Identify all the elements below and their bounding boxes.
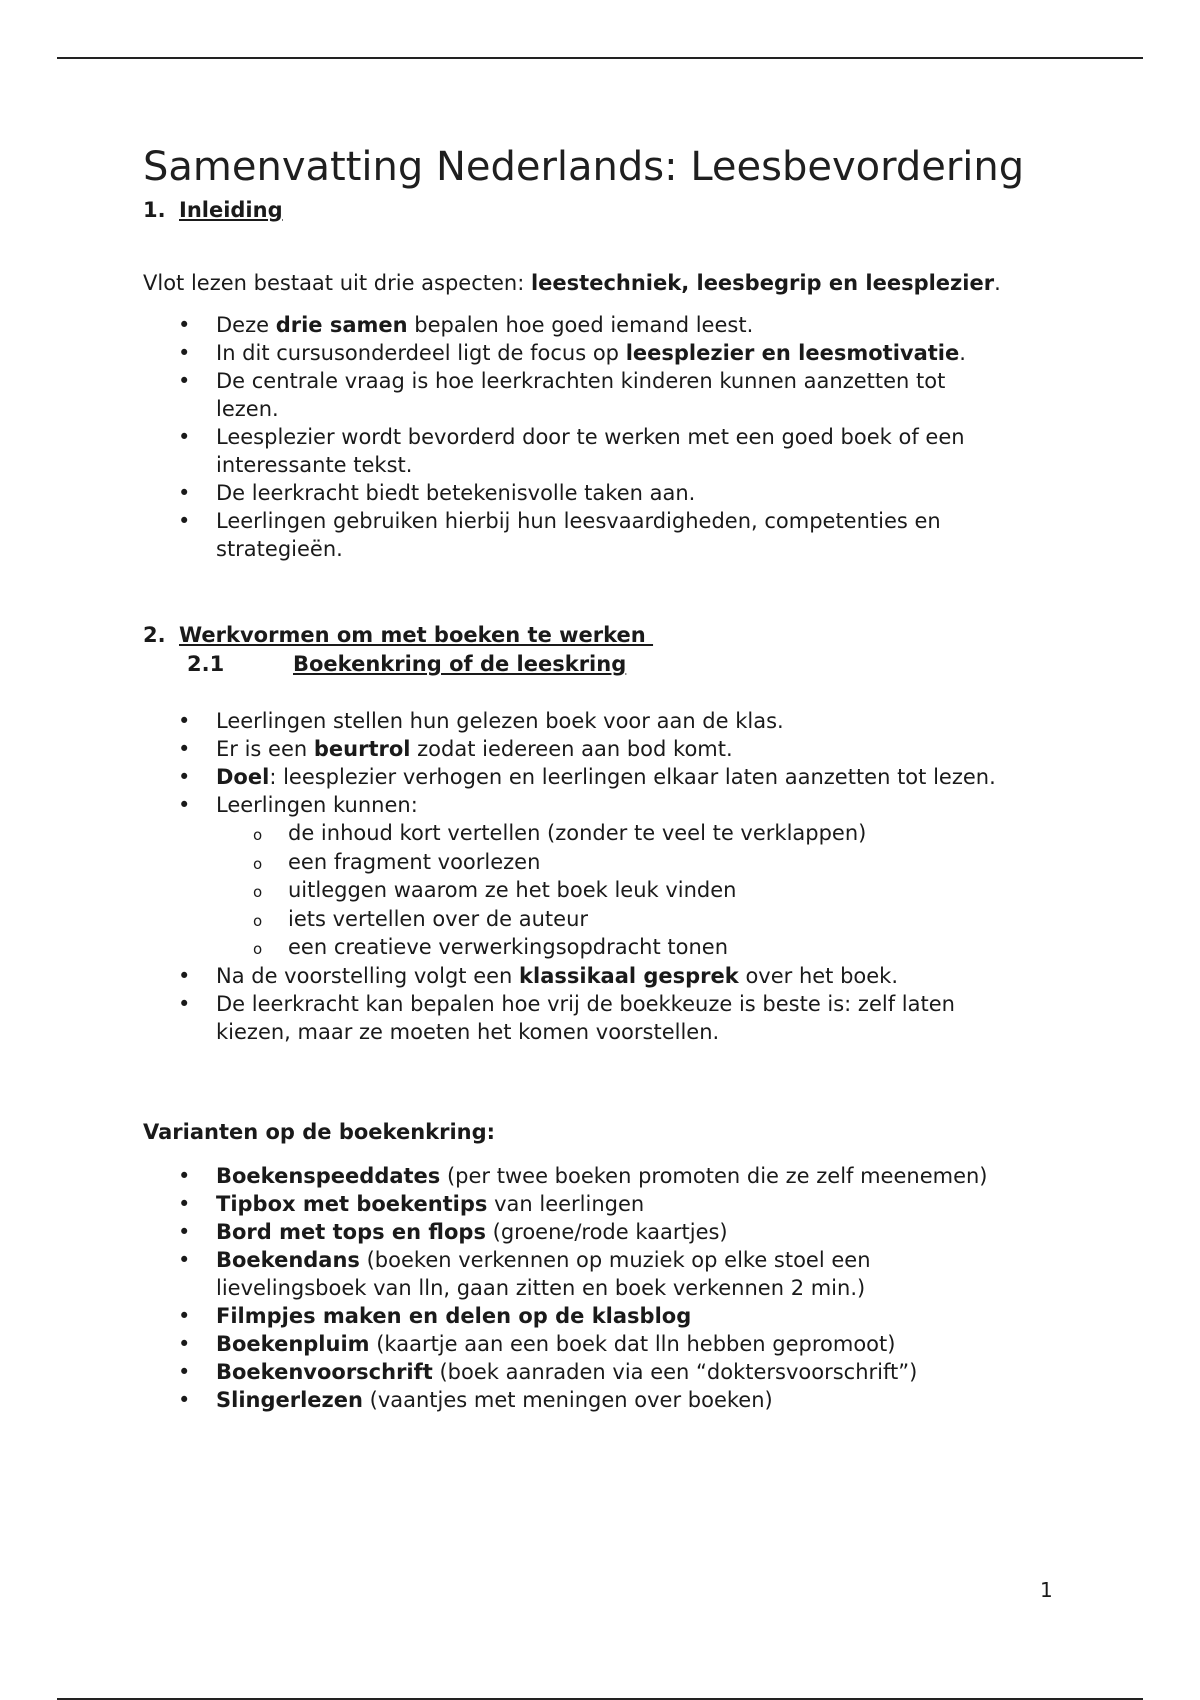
intro-text: Vlot lezen bestaat uit drie aspecten:: [143, 271, 531, 295]
list-item: • De leerkracht biedt betekenisvolle taken aan.: [143, 479, 1073, 507]
list-item: • Slingerlezen (vaantjes met meningen over boeken): [143, 1386, 1073, 1414]
list-item: • Leerlingen stellen hun gelezen boek voor aan de klas.: [143, 707, 1073, 735]
intro-end: .: [994, 271, 1001, 295]
section-title: Werkvormen om met boeken te werken: [179, 623, 654, 647]
section-1-heading: [143, 196, 1073, 225]
list-item: • In dit cursusonderdeel ligt de focus op leesplezier en leesmotivatie.: [143, 339, 1073, 367]
subsection-title: Boekenkring of de leeskring: [293, 652, 627, 676]
sub-list-item: o iets vertellen over de auteur: [216, 905, 1073, 934]
sub-list: [216, 819, 1073, 962]
list-item: • Deze drie samen bepalen hoe goed iemand leest.: [143, 311, 1073, 339]
list-item: • Boekendans (boeken verkennen op muziek op elke stoel een lievelingsboek van lln, gaan zitten en boek verkennen 2 min.): [143, 1246, 1073, 1302]
page-number: 1: [1040, 1578, 1053, 1602]
list-item: • Leesplezier wordt bevorderd door te werken met een goed boek of een interessante tekst.: [143, 423, 1073, 479]
intro-paragraph: [143, 269, 1073, 297]
list-item: • De centrale vraag is hoe leerkrachten kinderen kunnen aanzetten tot lezen.: [143, 367, 1073, 423]
document-title: Samenvatting Nederlands: Leesbevordering: [143, 144, 1025, 190]
list-item: • De leerkracht kan bepalen hoe vrij de boekkeuze is beste is: zelf laten kiezen, maar ze moeten het komen voorstellen.: [143, 990, 1073, 1046]
header-rule: [57, 57, 1143, 59]
list-item: • Leerlingen kunnen: o de inhoud kort vertellen (zonder te veel te verklappen) o een fragment voorlezen o uitleggen waarom ze het boek leuk vinden o iets vertellen over de auteur o een creatieve verwerkingsopdracht tonen: [143, 791, 1073, 962]
list-item: • Boekenpluim (kaartje aan een boek dat lln hebben gepromoot): [143, 1330, 1073, 1358]
sub-list-item: o de inhoud kort vertellen (zonder te veel te verklappen): [216, 819, 1073, 848]
variants-label: Varianten op de boekenkring:: [143, 1119, 496, 1144]
sub-list-item: o een fragment voorlezen: [216, 848, 1073, 877]
subsection-number: 2.1: [187, 652, 225, 676]
section-1-bullets: [143, 311, 1073, 563]
sub-list-item: o een creatieve verwerkingsopdracht tonen: [216, 933, 1073, 962]
list-item: • Leerlingen gebruiken hierbij hun leesvaardigheden, competenties en strategieën.: [143, 507, 1073, 563]
section-number: 1.: [143, 198, 166, 222]
intro-bold-text: leestechniek, leesbegrip en leesplezier: [530, 271, 995, 295]
sub-list-item: o uitleggen waarom ze het boek leuk vinden: [216, 876, 1073, 905]
list-item: • Tipbox met boekentips van leerlingen: [143, 1190, 1073, 1218]
list-item: • Na de voorstelling volgt een klassikaal gesprek over het boek.: [143, 962, 1073, 990]
section-number: 2.: [143, 623, 166, 647]
section-2-heading: [143, 621, 1073, 650]
list-item: • Er is een beurtrol zodat iedereen aan bod komt.: [143, 735, 1073, 763]
list-item: • Boekenvoorschrift (boek aanraden via een “doktersvoorschrift”): [143, 1358, 1073, 1386]
section-title: Inleiding: [179, 198, 283, 222]
subsection-2-1-heading: [187, 650, 1073, 679]
list-item: • Boekenspeeddates (per twee boeken promoten die ze zelf meenemen): [143, 1162, 1073, 1190]
list-item: • Filmpjes maken en delen op de klasblog: [143, 1302, 1073, 1330]
section-2-bullets: [143, 707, 1073, 1046]
list-item: • Doel: leesplezier verhogen en leerlingen elkaar laten aanzetten tot lezen.: [143, 763, 1073, 791]
document-body: [143, 138, 1073, 1414]
list-item: • Bord met tops en flops (groene/rode kaartjes): [143, 1218, 1073, 1246]
variants-list: [143, 1162, 1073, 1414]
